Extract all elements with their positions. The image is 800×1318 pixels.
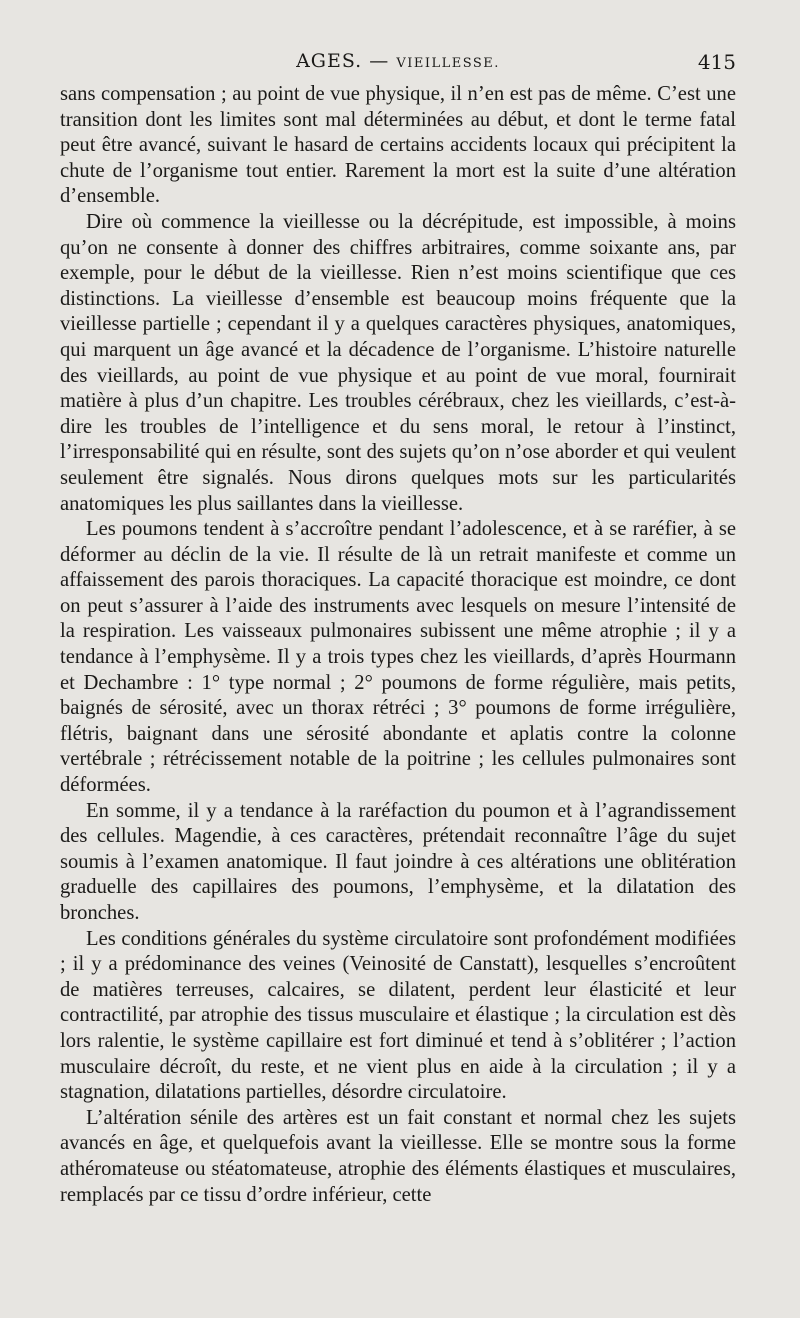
paragraph-4: En somme, il y a tendance à la raréfaction du poumon et à l’agrandissement des cellules. Magendie, à ces caractères, prétendait reconnaître l’âge du sujet soumis à l’examen anatomique. Il faut joindre à ces altérations une oblitération graduelle des capillaires des poumons, l’emphysème, et la dilatation des bronches. — [60, 799, 736, 924]
running-title-sub: VIEILLESSE. — [396, 56, 500, 71]
running-title-main: AGES. — [296, 50, 363, 72]
running-header — [60, 50, 736, 80]
paragraph-5: Les conditions générales du système circulatoire sont profondément modifiées ; il y a prédominance des veines (Veinosité de Canstatt), lesquelles s’encroûtent de matières terreuses, calcaires, se dilatent, perdent leur élasticité et leur contractilité, par atrophie des tissus musculaire et élastique ; la circulation est dès lors ralentie, le système capillaire est fort diminué et tend à s’oblitérer ; l’action musculaire décroît, du reste, et ne vient plus en aide à la circulation ; il y a stagnation, dilatations partielles, désordre circulatoire. — [60, 927, 736, 1104]
page-number: 415 — [697, 50, 736, 74]
paragraph-6: L’altération sénile des artères est un fait constant et normal chez les sujets avancés en âge, et quelquefois avant la vieillesse. Elle se montre sous la forme athéromateuse ou stéatomateuse, atrophie des éléments élastiques et musculaires, remplacés par ce tissu d’ordre inférieur, cette — [60, 1106, 736, 1206]
paragraph-2: Dire où commence la vieillesse ou la décrépitude, est impossible, à moins qu’on ne consente à donner des chiffres arbitraires, comme soixante ans, par exemple, pour le début de la vieillesse. Rien n’est moins scientifique que ces distinctions. La vieillesse d’ensemble est beaucoup moins fréquente que la vieillesse partielle ; cependant il y a quelques caractères physiques, anatomiques, qui marquent un âge avancé et la décadence de l’organisme. L’histoire naturelle des vieillards, au point de vue physique et au point de vue moral, fournirait matière à plus d’un chapitre. Les troubles cérébraux, chez les vieillards, c’est-à-dire les troubles de l’intelligence et du sens moral, le retour à l’instinct, l’irresponsabilité qui en résulte, sont des sujets qu’on n’ose aborder et qui veulent seulement être signalés. Nous dirons quelques mots sur les particularités anatomiques les plus saillantes dans la vieillesse. — [60, 210, 736, 515]
running-title-dash: — — [369, 50, 390, 72]
body-text — [60, 82, 736, 1208]
running-title — [60, 50, 736, 72]
paragraph-3: Les poumons tendent à s’accroître pendant l’adolescence, et à se raréfier, à se déformer au déclin de la vie. Il résulte de là un retrait manifeste et comme un affaissement des parois thoraciques. La capacité thoracique est moindre, ce dont on peut s’assurer à l’aide des instruments avec lesquels on mesure l’intensité de la respiration. Les vaisseaux pulmonaires subissent une même atrophie ; il y a tendance à l’emphysème. Il y a trois types chez les vieillards, d’après Hourmann et Dechambre : 1° type normal ; 2° poumons de forme régulière, mais petits, baignés de sérosité, avec un thorax rétréci ; 3° poumons de forme irrégulière, flétris, baignant dans une sérosité abondante et aplatis contre la colonne vertébrale ; rétrécissement notable de la poitrine ; les cellules pulmonaires sont déformées. — [60, 518, 736, 797]
paragraph-1: sans compensation ; au point de vue physique, il n’en est pas de même. C’est une transition dont les limites sont mal déterminées au début, et dont le terme fatal peut être avancé, suivant le hasard de certains accidents locaux qui précipitent la chute de l’organisme tout entier. Rarement la mort est la suite d’une altération d’ensemble. — [60, 83, 736, 208]
